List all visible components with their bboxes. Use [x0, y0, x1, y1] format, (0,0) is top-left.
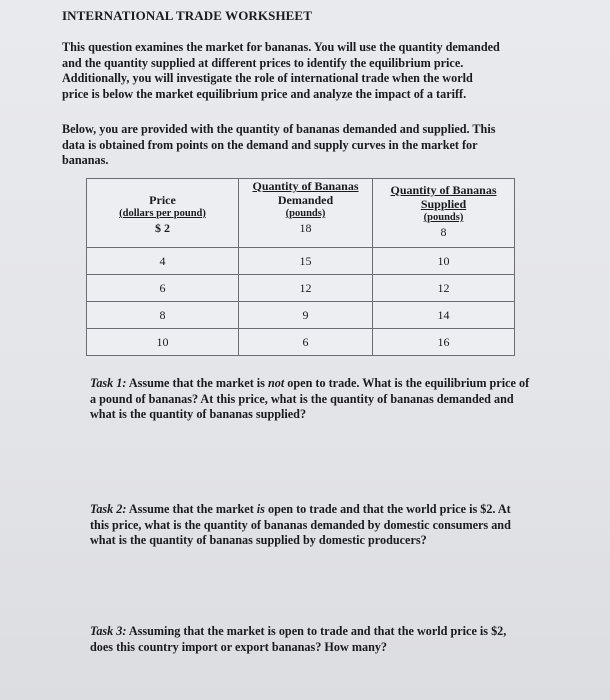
supplied-cell: 12 [373, 275, 515, 302]
task-3-line: does this country import or export bananas? How many? [90, 639, 388, 654]
task-2-line: what is the quantity of bananas supplied by domestic producers? [90, 533, 427, 547]
table-row [87, 302, 515, 329]
worksheet-title: INTERNATIONAL TRADE WORKSHEET [62, 8, 312, 23]
supplied-header-cell [373, 179, 515, 248]
task-2-line [90, 502, 550, 518]
first-row-demanded: 18 [299, 221, 312, 235]
table-row [87, 248, 515, 275]
task-2-text: open to trade and that the world price is $2. At [264, 502, 511, 516]
price-cell: 6 [87, 275, 239, 302]
intro-line: price is below the market equilibrium price and analyze the impact of a tariff. [62, 86, 467, 101]
intro-line: Additionally, you will investigate the role of international trade when the world [62, 71, 473, 85]
price-unit: (dollars per pound) [119, 208, 206, 219]
supplied-header: Quantity of Bananas [390, 183, 497, 197]
price-header-cell [87, 179, 239, 248]
demanded-header-cell [239, 179, 373, 248]
task-1-line [90, 376, 550, 392]
task-3 [90, 624, 550, 655]
task-2-text: Assume that the market [126, 502, 257, 516]
task-1 [90, 376, 550, 423]
intro-paragraph [62, 40, 562, 102]
intro-line: This question examines the market for bananas. You will use the quantity demanded [62, 40, 500, 54]
data-intro-line: Below, you are provided with the quantity of bananas demanded and supplied. This [62, 122, 496, 136]
first-row-price: $ 2 [155, 221, 170, 235]
task-1-line: a pound of bananas? At this price, what is the quantity of bananas demanded and [90, 391, 514, 406]
demanded-header-2: Demanded [277, 193, 334, 207]
task-3-text: Assuming that the market is open to trade and that the world price is $2, [126, 624, 507, 638]
supplied-cell: 14 [373, 302, 515, 329]
demanded-cell: 6 [239, 329, 373, 356]
supplied-unit: (pounds) [423, 212, 464, 223]
price-header: Price [149, 193, 176, 207]
price-cell: 4 [87, 248, 239, 275]
supplied-cell: 16 [373, 329, 515, 356]
table-row [87, 275, 515, 302]
price-cell: 10 [87, 329, 239, 356]
demanded-header: Quantity of Bananas [252, 179, 359, 193]
data-intro-line: data is obtained from points on the demand and supply curves in the market for [62, 137, 478, 152]
task-1-emphasis: not [267, 376, 285, 390]
data-intro-paragraph [62, 122, 562, 169]
task-2-line: this price, what is the quantity of bananas demanded by domestic consumers and [90, 517, 511, 532]
table-header-row [87, 179, 515, 248]
intro-line: and the quantity supplied at different prices to identify the equilibrium price. [62, 55, 464, 70]
demanded-cell: 9 [239, 302, 373, 329]
first-row-supplied: 8 [440, 225, 447, 239]
task-1-text: Assume that the market is [126, 376, 268, 390]
price-cell: 8 [87, 302, 239, 329]
supplied-cell: 10 [373, 248, 515, 275]
task-2 [90, 502, 550, 549]
task-1-label: Task 1: [90, 376, 127, 390]
task-2-emphasis: is [256, 502, 265, 516]
banana-market-table [86, 178, 515, 356]
task-1-text: open to trade. What is the equilibrium price of [284, 376, 530, 390]
task-2-label: Task 2: [90, 502, 127, 516]
demanded-cell: 15 [239, 248, 373, 275]
table-row [87, 329, 515, 356]
demanded-cell: 12 [239, 275, 373, 302]
task-1-line: what is the quantity of bananas supplied? [90, 407, 307, 421]
task-3-line [90, 624, 550, 640]
task-3-label: Task 3: [90, 624, 127, 638]
supplied-header-2: Supplied [420, 197, 467, 211]
data-intro-line: bananas. [62, 153, 109, 167]
demanded-unit: (pounds) [285, 208, 326, 219]
